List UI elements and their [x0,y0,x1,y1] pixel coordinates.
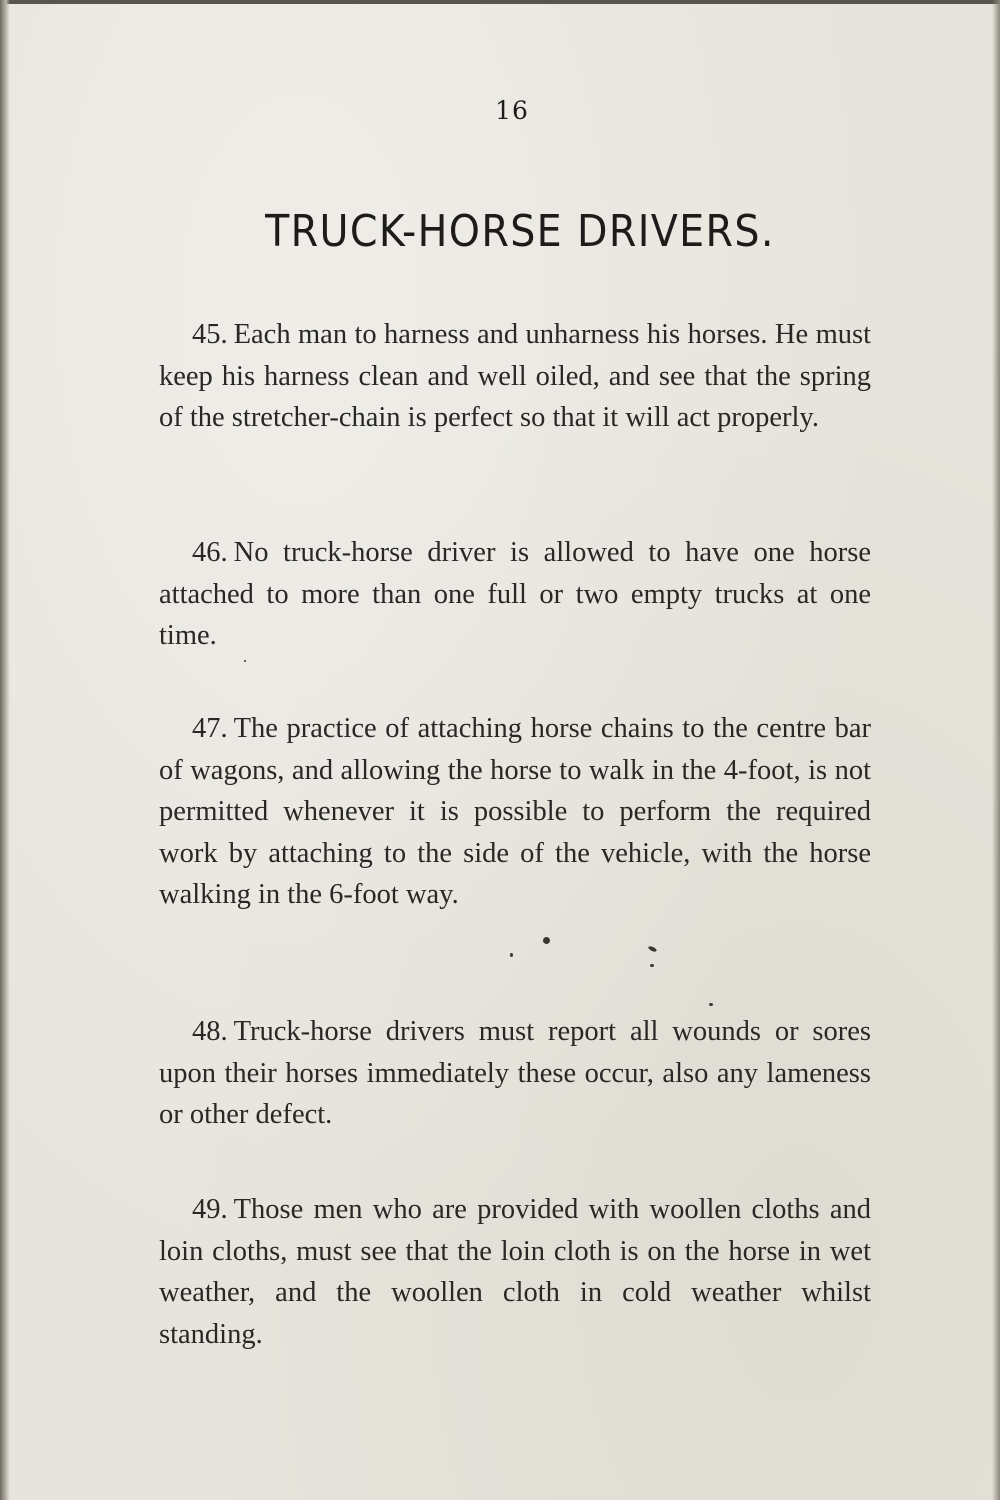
ink-speck [244,660,246,662]
rule-paragraph-46 [159,532,871,657]
rule-paragraph-49 [159,1189,871,1355]
rule-number: 45. [192,319,228,350]
rule-paragraph-47 [159,708,871,916]
rule-text: No truck-horse driver is allowed to have one horse attached to more than one full or two empty trucks at one time. [159,537,871,651]
ink-speck [709,1003,713,1006]
ink-speck [543,937,550,944]
ink-speck [650,964,654,967]
page-right-edge [992,0,1000,1500]
rule-paragraph-45 [159,314,871,439]
page-number: 16 [495,96,529,125]
rule-text: Those men who are provided with woollen cloths and loin cloths, must see that the loin cloth is on the horse in wet weather, and the woollen cloth in cold weather whilst standing. [159,1194,871,1350]
page-binding-edge [0,0,10,1500]
rule-number: 49. [192,1194,228,1225]
rule-text: The practice of attaching horse chains to the centre bar of wagons, and allowing the horse to walk in the 4-foot, is not permitted whenever it is possible to perform the required work by attaching to the side of the vehicle, with the horse walking in the 6-foot way. [159,713,871,910]
section-heading: TRUCK-HORSE DRIVERS. [265,206,775,257]
ink-speck [648,945,658,952]
rule-text: Each man to harness and unharness his horses. He must keep his harness clean and well oiled, and see that the spring of the stretcher-chain is perfect so that it will act properly. [159,319,871,433]
rule-text: Truck-horse drivers must report all wounds or sores upon their horses immediately these occur, also any lameness or other defect. [159,1016,871,1130]
rule-number: 48. [192,1016,228,1047]
rule-number: 46. [192,537,228,568]
ink-speck [510,953,513,957]
rule-number: 47. [192,713,228,744]
page-top-edge [0,0,1000,4]
rule-paragraph-48 [159,1011,871,1136]
